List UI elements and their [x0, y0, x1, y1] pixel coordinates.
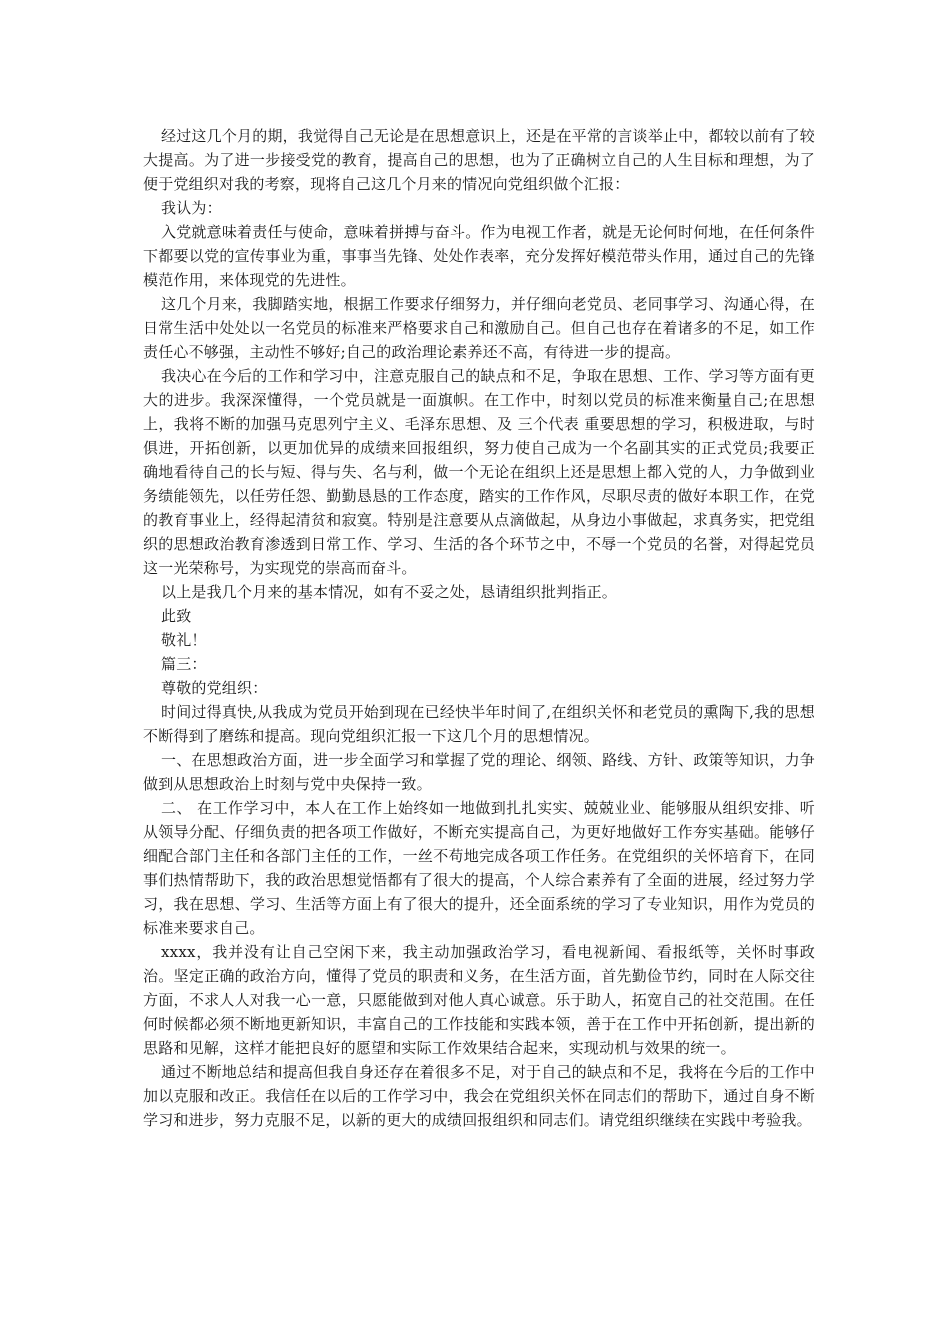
paragraph-conclusion: 通过不断地总结和提高但我自身还存在着很多不足，对于自己的缺点和不足，我将在今后的工作中加以克服和改正。我信任在以后的工作学习中，我会在党组织关怀在同志们的帮助下，通过自身不断学习和进步，努力克服不足，以新的更大的成绩回报组织和同志们。请党组织继续在实践中考验我。 [143, 1063, 815, 1129]
paragraph-summary: 以上是我几个月来的基本情况，如有不妥之处，恳请组织批判指正。 [161, 583, 618, 601]
paragraph-intro: 经过这几个月的期，我觉得自己无论是在思想意识上，还是在平常的言谈举止中，都较以前有了较大提高。为了进一步接受党的教育，提高自己的思想，也为了正确树立自己的人生目标和理想，为了便于党组织对我的考察，现将自己这几个月来的情况向党组织做个汇报： [143, 127, 815, 193]
paragraph-time-flies: 时间过得真快,从我成为党员开始到现在已经快半年时间了,在组织关怀和老党员的熏陶下,我的思想不断得到了磨练和提高。现向党组织汇报一下这几个月的思想情况。 [143, 703, 815, 745]
section-heading-part-three: 篇三： [161, 655, 207, 673]
paragraph-work-study: 二、 在工作学习中，本人在工作上始终如一地做到扎扎实实、兢兢业业、能够服从组织安排、听从领导分配、仔细负责的把各项工作做好，不断充实提高自己，为更好地做好工作夯实基础。能够仔细配合部门主任和各部门主任的工作，一丝不苟地完成各项工作任务。在党组织的关怀培育下，在同事们热情帮助下，我的政治思想觉悟都有了很大的提高，个人综合素养有了全面的进展，经过努力学习，我在思想、学习、生活等方面上有了很大的提升，还全面系统的学习了专业知识，用作为党员的标准来要求自己。 [143, 799, 815, 937]
paragraph-greeting: 尊敬的党组织： [161, 679, 268, 697]
paragraph-political-thought: 一、在思想政治方面，进一步全面学习和掌握了党的理论、纲领、路线、方针、政策等知识，力争做到从思想政治上时刻与党中央保持一致。 [143, 751, 815, 793]
paragraph-responsibility: 入党就意味着责任与使命，意味着拼搏与奋斗。作为电视工作者，就是无论何时何地，在任何条件下都要以党的宣传事业为重，事事当先锋、处处作表率，充分发挥好模范带头作用，通过自己的先锋模范作用，来体现党的先进性。 [143, 223, 815, 289]
paragraph-i-think: 我认为： [161, 199, 222, 217]
paragraph-xxxx: xxxx，我并没有让自己空闲下来，我主动加强政治学习，看电视新闻、看报纸等，关怀时事政治。坚定正确的政治方向，懂得了党员的职责和义务，在生活方面，首先勤俭节约，同时在人际交往方面，不求人人对我一心一意，只愿能做到对他人真心诚意。乐于助人，拓宽自己的社交范围。在任何时候都必须不断地更新知识，丰富自己的工作技能和实践本领，善于在工作中开拓创新，提出新的思路和见解，这样才能把良好的愿望和实际工作效果结合起来，实现动机与效果的统一。 [143, 943, 815, 1057]
paragraph-salutation: 此致 [161, 607, 192, 625]
paragraph-determination: 我决心在今后的工作和学习中，注意克服自己的缺点和不足，争取在思想、工作、学习等方面有更大的进步。我深深懂得，一个党员就是一面旗帜。在工作中，时刻以党员的标准来衡量自己;在思想上，我将不断的加强马克思列宁主义、毛泽东思想、及 三个代表 重要思想的学习，积极进取，与时俱进，开拓创新，以更加优异的成绩来回报组织，努力使自己成为一个名副其实的正式党员;我要正确地看待自己的长与短、得与失、名与利，做一个无论在组织上还是思想上都入党的人，力争做到业务绩能领先，以任劳任怨、勤勤恳恳的工作态度，踏实的工作作风，尽职尽责的做好本职工作，在党的教育事业上，经得起清贫和寂寞。特别是注意要从点滴做起，从身边小事做起，求真务实，把党组织的思想政治教育渗透到日常工作、学习、生活的各个环节之中，不辱一个党员的名誉，对得起党员这一光荣称号，为实现党的崇高而奋斗。 [143, 367, 815, 577]
document-body [143, 124, 815, 1132]
paragraph-regards: 敬礼！ [161, 631, 207, 649]
paragraph-recent-months: 这几个月来，我脚踏实地，根据工作要求仔细努力，并仔细向老党员、老同事学习、沟通心得，在日常生活中处处以一名党员的标准来严格要求自己和激励自己。但自己也存在着诸多的不足，如工作责任心不够强，主动性不够好;自己的政治理论素养还不高，有待进一步的提高。 [143, 295, 815, 361]
